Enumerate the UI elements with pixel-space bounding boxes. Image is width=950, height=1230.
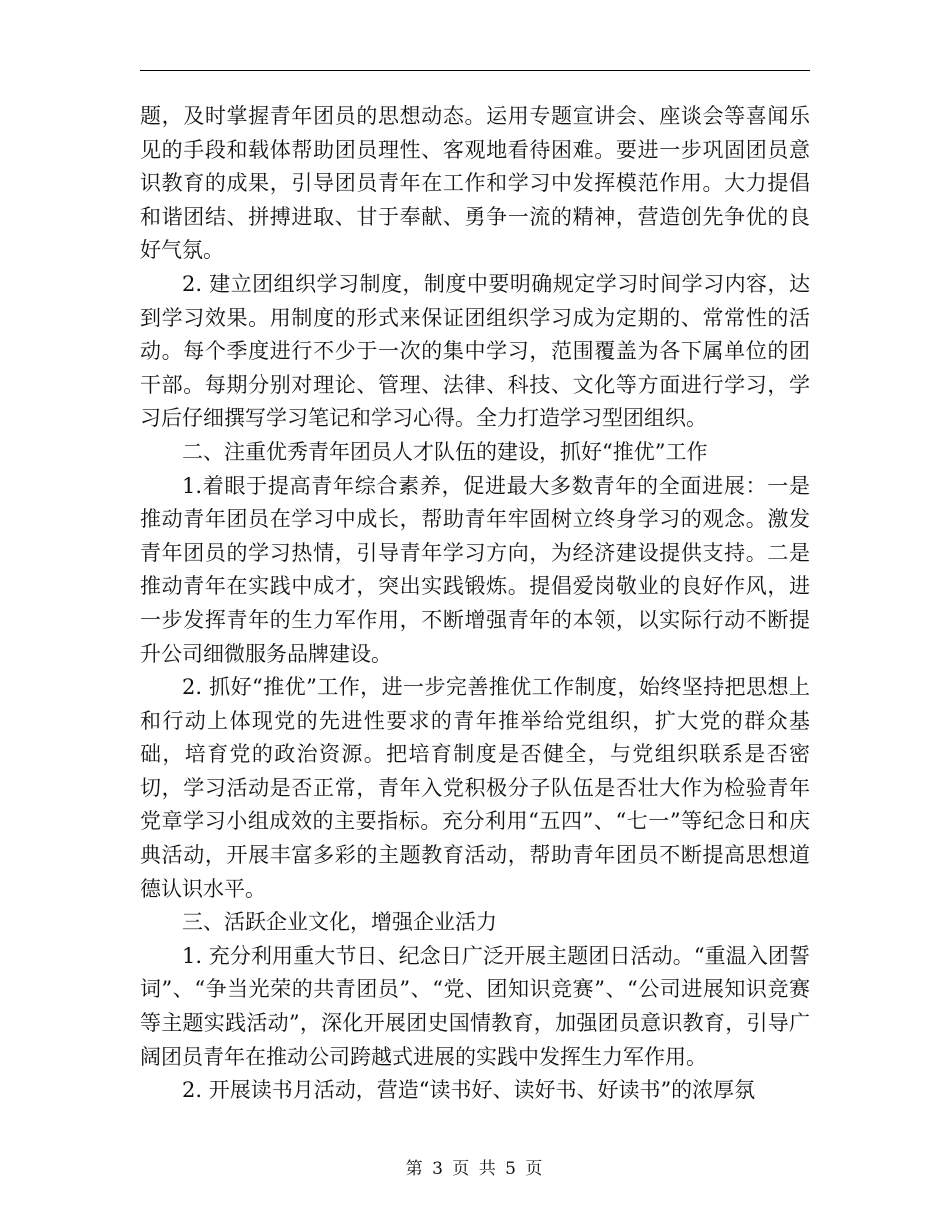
- document-body: [140, 100, 810, 1108]
- paragraph-2: 2. 建立团组织学习制度，制度中要明确规定学习时间学习内容，达到学习效果。用制度的形式来保证团组织学习成为定期的、常常性的活动。每个季度进行不少于一次的集中学习，范围覆盖为各下属单位的团干部。每期分别对理论、管理、法律、科技、文化等方面进行学习，学习后仔细撰写学习笔记和学习心得。全力打造学习型团组织。: [140, 271, 810, 431]
- paragraph-1: 题，及时掌握青年团员的思想动态。运用专题宣讲会、座谈会等喜闻乐见的手段和载体帮助团员理性、客观地看待困难。要进一步巩固团员意识教育的成果，引导团员青年在工作和学习中发挥模范作用。大力提倡和谐团结、拼搏进取、甘于奉献、勇争一流的精神，营造创先争优的良好气氛。: [140, 104, 810, 263]
- page-number-footer: 第 3 页 共 5 页: [405, 1159, 545, 1179]
- section-heading-2: 二、注重优秀青年团员人才队伍的建设，抓好“推优”工作: [182, 439, 708, 464]
- paragraph-5: 1. 充分利用重大节日、纪念日广泛开展主题团日活动。“重温入团誓词”、“争当光荣的共青团员”、“党、团知识竞赛”、“公司进展知识竞赛等主题实践活动”，深化开展团史国情教育，加强团员意识教育，引导广阔团员青年在推动公司跨越式进展的实践中发挥生力军作用。: [140, 943, 810, 1069]
- paragraph-3: 1.着眼于提高青年综合素养，促进最大多数青年的全面进展：一是推动青年团员在学习中成长，帮助青年牢固树立终身学习的观念。激发青年团员的学习热情，引导青年学习方向，为经济建设提供支持。二是推动青年在实践中成才，突出实践锻炼。提倡爱岗敬业的良好作风，进一步发挥青年的生力军作用，不断增强青年的本领，以实际行动不断提升公司细微服务品牌建设。: [140, 473, 810, 666]
- paragraph-6: 2. 开展读书月活动，营造“读书好、读好书、好读书”的浓厚氛: [182, 1078, 756, 1103]
- section-heading-3: 三、活跃企业文化，增强企业活力: [182, 910, 497, 935]
- paragraph-4: 2. 抓好“推优”工作，进一步完善推优工作制度，始终坚持把思想上和行动上体现党的先进性要求的青年推举给党组织，扩大党的群众基础，培育党的政治资源。把培育制度是否健全，与党组织联系是否密切，学习活动是否正常，青年入党积极分子队伍是否壮大作为检验青年党章学习小组成效的主要指标。充分利用“五四”、“七一”等纪念日和庆典活动，开展丰富多彩的主题教育活动，帮助青年团员不断提高思想道德认识水平。: [140, 675, 810, 901]
- header-rule: [140, 70, 810, 71]
